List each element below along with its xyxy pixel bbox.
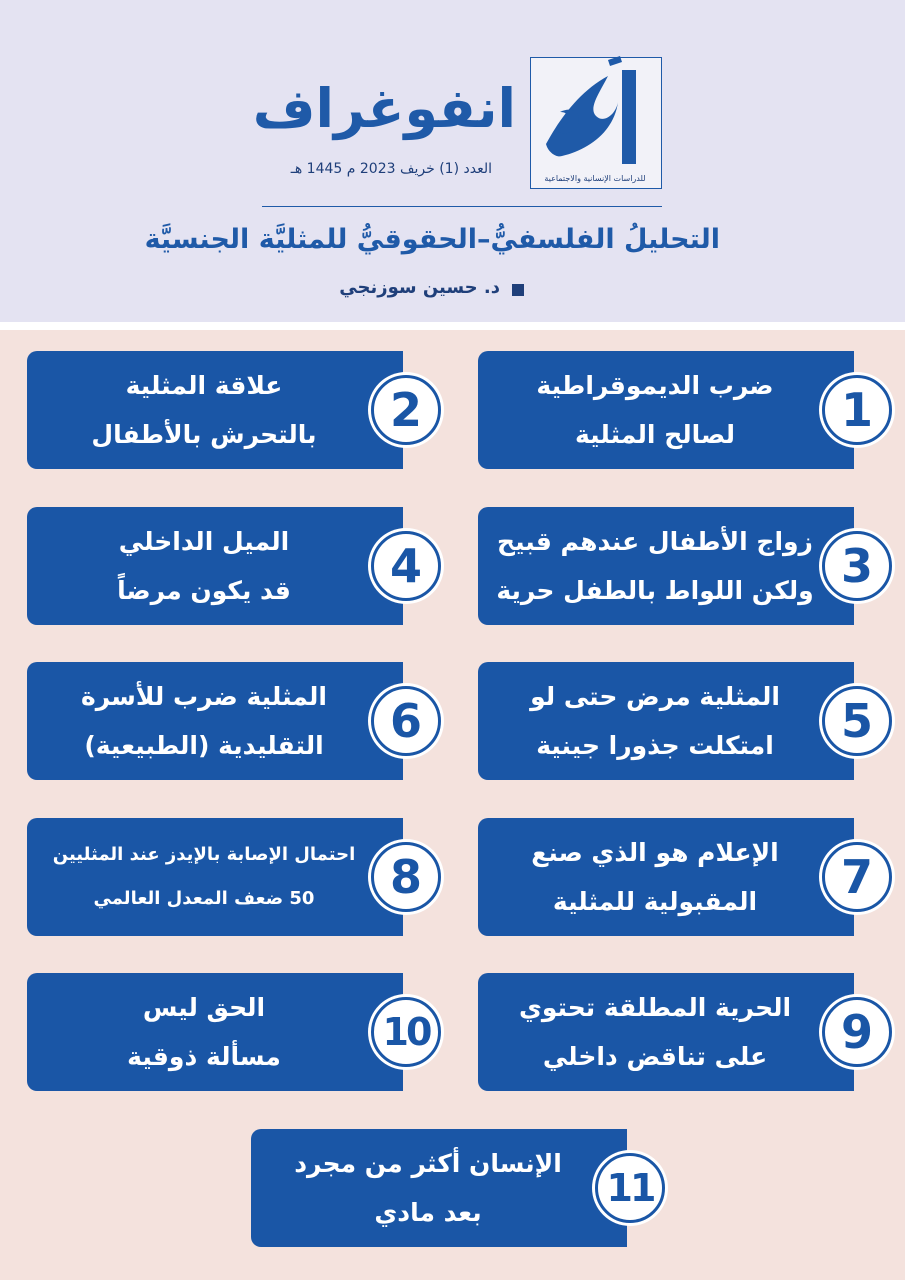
number-badge (822, 375, 892, 445)
list-item (27, 973, 439, 1091)
card-line: احتمال الإصابة بالإيدز عند المثليين (52, 844, 356, 865)
badge-number: 7 (840, 850, 873, 904)
card-line: بالتحرش بالأطفال (91, 420, 317, 449)
card-line: علاقة المثلية (125, 371, 283, 400)
list-item (251, 1129, 663, 1247)
card-text (490, 672, 820, 770)
card-line: 50 ضعف المعدل العالمي (93, 888, 315, 909)
logo-caption: للدراسات الإنسانية والاجتماعية (544, 174, 646, 183)
card-line: التقليدية (الطبيعية) (84, 731, 324, 760)
card-line: الميل الداخلي (118, 527, 290, 556)
card-text (39, 517, 369, 615)
list-item (478, 351, 890, 469)
card-text (39, 361, 369, 459)
card-line: مسألة ذوقية (127, 1042, 281, 1071)
card-line: بعد مادي (374, 1198, 482, 1227)
card-line: المقبولية للمثلية (552, 887, 758, 916)
brand-name: انفوغراف (252, 77, 516, 140)
card-text (490, 517, 820, 615)
number-badge (822, 686, 892, 756)
list-item (27, 507, 439, 625)
card-line: على تناقض داخلي (542, 1042, 768, 1071)
number-badge (822, 531, 892, 601)
card-text (490, 983, 820, 1081)
card-line: الحرية المطلقة تحتوي (518, 993, 792, 1022)
card-line: قد يكون مرضاً (117, 576, 291, 605)
badge-number: 4 (389, 539, 422, 593)
list-item (478, 662, 890, 780)
card-text (39, 672, 369, 770)
badge-number: 1 (840, 383, 873, 437)
number-badge (371, 531, 441, 601)
page-title: التحليلُ الفلسفيُّ–الحقوقيُّ للمثليَّة الجنسيَّة (144, 224, 720, 255)
badge-number: 10 (382, 1010, 430, 1054)
card-text (490, 828, 820, 926)
header-divider (0, 322, 905, 330)
bullet-square-icon (512, 284, 524, 296)
badge-number: 2 (389, 383, 422, 437)
card-line: ضرب الديموقراطية (536, 371, 774, 400)
author-name: د. حسين سوزنجي (339, 277, 500, 298)
card-text (39, 828, 369, 926)
badge-number: 6 (389, 694, 422, 748)
list-item (478, 973, 890, 1091)
number-badge (595, 1153, 665, 1223)
card-line: الإعلام هو الذي صنع (531, 838, 779, 867)
list-item (27, 818, 439, 936)
card-line: زواج الأطفال عندهم قبيح (497, 527, 813, 556)
list-item (478, 507, 890, 625)
number-badge (371, 686, 441, 756)
card-line: لصالح المثلية (575, 420, 736, 449)
badge-number: 9 (840, 1005, 873, 1059)
list-item (27, 351, 439, 469)
number-badge (822, 842, 892, 912)
list-item (27, 662, 439, 780)
number-badge (822, 997, 892, 1067)
card-line: ولكن اللواط بالطفل حرية (496, 576, 814, 605)
card-text (490, 361, 820, 459)
badge-number: 8 (389, 850, 422, 904)
card-line: المثلية ضرب للأسرة (81, 682, 327, 711)
issue-line: العدد (1) خريف 2023 م 1445 هـ (290, 161, 492, 177)
number-badge (371, 842, 441, 912)
card-line: الحق ليس (142, 993, 266, 1022)
header-rule (262, 206, 662, 207)
number-badge (371, 997, 441, 1067)
card-line: امتكلت جذورا جينية (536, 731, 774, 760)
list-item (478, 818, 890, 936)
number-badge (371, 375, 441, 445)
badge-number: 3 (840, 539, 873, 593)
card-text (39, 983, 369, 1081)
badge-number: 11 (606, 1166, 654, 1210)
card-line: الإنسان أكثر من مجرد (294, 1149, 562, 1178)
badge-number: 5 (840, 694, 873, 748)
logo-mark-icon (538, 52, 653, 172)
card-line: المثلية مرض حتى لو (530, 682, 780, 711)
card-text (263, 1139, 593, 1237)
